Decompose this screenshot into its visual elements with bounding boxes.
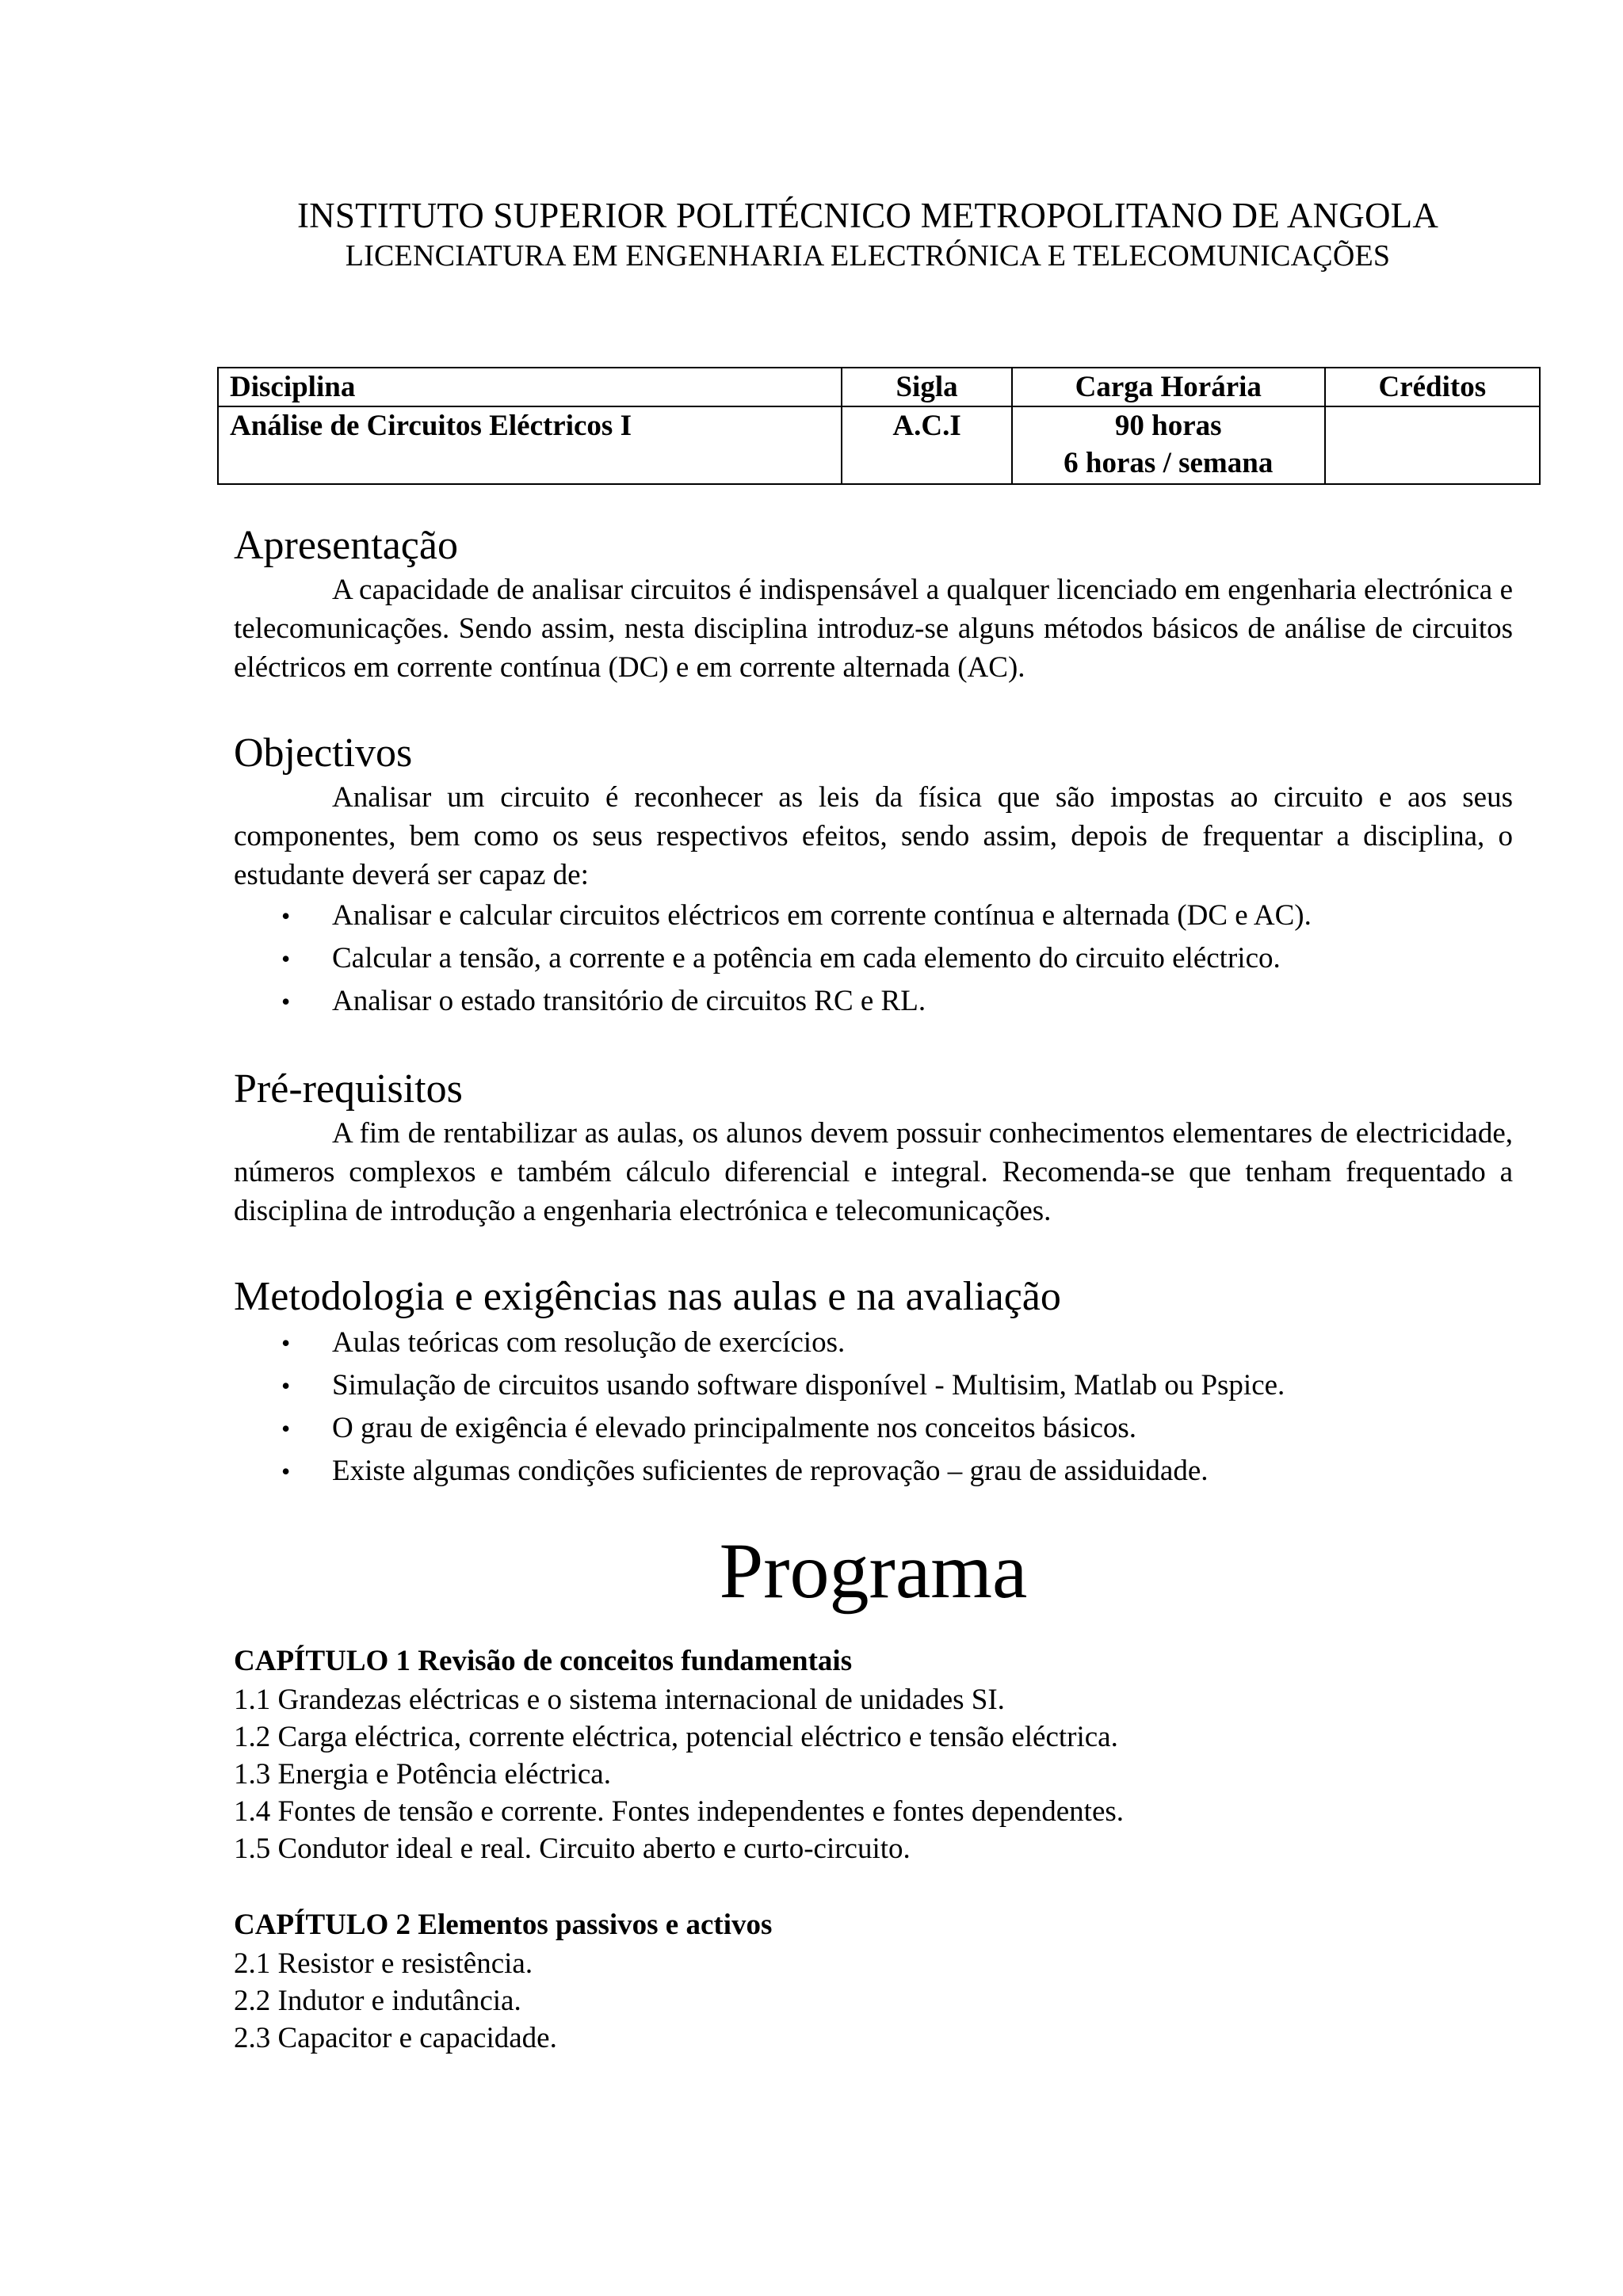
header-sigla: Sigla — [842, 368, 1012, 406]
objectivos-list — [234, 894, 1513, 1023]
list-item: • Calcular a tensão, a corrente e a potência em cada elemento do circuito eléctrico. — [234, 937, 1513, 980]
section-objectivos — [234, 729, 1513, 1023]
chapter-item: 1.1 Grandezas eléctricas e o sistema internacional de unidades SI. — [234, 1684, 1005, 1716]
bullet-icon: • — [281, 1329, 291, 1357]
section-prerequisitos — [234, 1065, 1513, 1230]
list-item: • O grau de exigência é elevado principalmente nos conceitos básicos. — [234, 1407, 1513, 1450]
carga-total: 90 horas — [1114, 410, 1222, 442]
degree-name: LICENCIATURA EM ENGENHARIA ELECTRÓNICA E TELECOMUNICAÇÕES — [345, 239, 1391, 273]
list-item: • Existe algumas condições suficientes de reprovação – grau de assiduidade. — [234, 1450, 1513, 1493]
chapter-title: CAPÍTULO 2 Elementos passivos e activos — [234, 1909, 773, 1941]
cell-carga-horaria — [1012, 406, 1325, 484]
section-title-prerequisitos: Pré-requisitos — [234, 1066, 463, 1112]
course-table-row — [218, 406, 1540, 484]
header-creditos: Créditos — [1325, 368, 1540, 406]
bullet-icon: • — [281, 1371, 291, 1400]
chapter-title: CAPÍTULO 1 Revisão de conceitos fundamentais — [234, 1645, 853, 1677]
metodologia-list — [234, 1322, 1513, 1493]
chapter-2 — [234, 1905, 1513, 2057]
programa-title: Programa — [719, 1527, 1028, 1615]
header-disciplina: Disciplina — [218, 368, 842, 406]
chapter-item: 2.1 Resistor e resistência. — [234, 1947, 533, 1980]
objectivos-text: Analisar um circuito é reconhecer as leis da física que são impostas ao circuito e aos seus componentes, bem como os seus respectivos efeitos, sendo assim, depois de frequentar a disciplina, o estudante deverá ser capaz de: — [234, 781, 1513, 891]
chapter-item: 2.3 Capacitor e capacidade. — [234, 2022, 557, 2054]
list-item: • Aulas teóricas com resolução de exercícios. — [234, 1322, 1513, 1364]
bullet-icon: • — [281, 987, 291, 1016]
bullet-icon: • — [281, 1457, 291, 1486]
list-item: • Simulação de circuitos usando software disponível - Multisim, Matlab ou Pspice. — [234, 1364, 1513, 1407]
bullet-icon: • — [281, 902, 291, 930]
section-title-apresentacao: Apresentação — [234, 523, 458, 568]
course-info-table — [217, 367, 1541, 485]
carga-semana: 6 horas / semana — [1064, 447, 1274, 479]
document-header — [0, 193, 1623, 274]
course-table-header-row — [218, 368, 1540, 406]
section-apresentacao — [234, 521, 1513, 687]
chapter-item: 1.5 Condutor ideal e real. Circuito aberto e curto-circuito. — [234, 1833, 911, 1865]
chapter-1 — [234, 1642, 1513, 1867]
prerequisitos-text: A fim de rentabilizar as aulas, os alunos devem possuir conhecimentos elementares de electricidade, números complexos e também cálculo diferencial e integral. Recomenda-se que tenham frequentado a disciplina de introdução a engenharia electrónica e telecomunicações. — [234, 1117, 1513, 1227]
section-metodologia — [234, 1272, 1513, 1493]
chapter-item: 1.4 Fontes de tensão e corrente. Fontes independentes e fontes dependentes. — [234, 1795, 1125, 1828]
header-carga-horaria: Carga Horária — [1012, 368, 1325, 406]
bullet-icon: • — [281, 1414, 291, 1443]
list-item: • Analisar e calcular circuitos eléctricos em corrente contínua e alternada (DC e AC). — [234, 894, 1513, 937]
section-title-objectivos: Objectivos — [234, 730, 413, 776]
chapter-item: 1.3 Energia e Potência eléctrica. — [234, 1758, 611, 1791]
apresentacao-text: A capacidade de analisar circuitos é indispensável a qualquer licenciado em engenharia electrónica e telecomunicações. Sendo assim, nesta disciplina introduz-se alguns métodos básicos de análise de circuitos eléctricos em corrente contínua (DC) e em corrente alternada (AC). — [234, 574, 1513, 684]
document-body — [234, 521, 1513, 2057]
chapter-item: 2.2 Indutor e indutância. — [234, 1985, 521, 2017]
cell-disciplina: Análise de Circuitos Eléctricos I — [218, 406, 842, 484]
section-title-metodologia: Metodologia e exigências nas aulas e na avaliação — [234, 1274, 1061, 1319]
list-item: • Analisar o estado transitório de circuitos RC e RL. — [234, 980, 1513, 1023]
cell-sigla: A.C.I — [842, 406, 1012, 484]
bullet-icon: • — [281, 944, 291, 973]
institution-name: INSTITUTO SUPERIOR POLITÉCNICO METROPOLITANO DE ANGOLA — [296, 196, 1439, 235]
cell-creditos — [1325, 406, 1540, 484]
chapter-item: 1.2 Carga eléctrica, corrente eléctrica, potencial eléctrico e tensão eléctrica. — [234, 1721, 1118, 1753]
